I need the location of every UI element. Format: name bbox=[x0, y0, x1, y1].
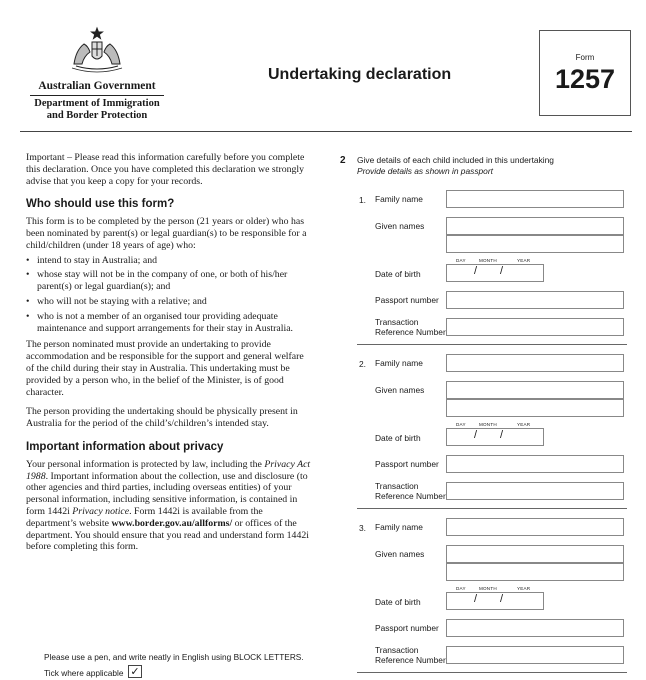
department-name: Department of Immigration and Border Protection bbox=[34, 98, 160, 121]
family-name-label: Family name bbox=[375, 522, 423, 532]
date-slash: / bbox=[500, 265, 504, 277]
family-name-field[interactable] bbox=[446, 518, 624, 536]
forms-link[interactable]: www.border.gov.au/allforms/ bbox=[111, 517, 233, 529]
date-slash: / bbox=[500, 593, 504, 605]
transaction-reference-label: Transaction bbox=[375, 481, 419, 491]
passport-number-label: Passport number bbox=[375, 623, 439, 633]
question-text: Give details of each child included in this undertaking Provide details as shown in passport bbox=[357, 155, 554, 176]
month-label: MONTH bbox=[479, 258, 497, 263]
eligibility-list bbox=[26, 255, 312, 335]
transaction-reference-field[interactable] bbox=[446, 318, 624, 336]
family-name-label: Family name bbox=[375, 194, 423, 204]
instructions-column bbox=[26, 152, 312, 561]
year-label: YEAR bbox=[517, 258, 531, 263]
intro-text: Important – Please read this information carefully before you complete this declaration. Once you have completed this declaration we strongly advise that you keep a copy for your records. bbox=[26, 152, 305, 187]
given-names-label: Given names bbox=[375, 385, 425, 395]
family-name-field[interactable] bbox=[446, 354, 624, 372]
given-names-label: Given names bbox=[375, 549, 425, 559]
child-number: 1. bbox=[359, 195, 366, 205]
privacy-heading: Important information about privacy bbox=[26, 440, 224, 453]
list-item: • intend to stay in Australia; and bbox=[26, 255, 312, 267]
day-label: DAY bbox=[456, 258, 466, 263]
passport-number-field[interactable] bbox=[446, 619, 624, 637]
passport-number-field[interactable] bbox=[446, 455, 624, 473]
coat-of-arms-icon bbox=[62, 24, 132, 74]
list-item: • who is not a member of an organised tour providing adequate maintenance and support arrangements for their stay in Australia. bbox=[26, 311, 312, 335]
given-names-field[interactable] bbox=[446, 381, 624, 399]
given-names-field-line2[interactable] bbox=[446, 563, 624, 581]
form-number-box bbox=[539, 30, 631, 116]
section-separator bbox=[357, 344, 627, 345]
form-label: Form bbox=[575, 53, 595, 62]
tick-label: Tick where applicable bbox=[44, 668, 124, 678]
transaction-reference-field[interactable] bbox=[446, 482, 624, 500]
child-number: 3. bbox=[359, 523, 366, 533]
section-separator bbox=[357, 672, 627, 673]
day-label: DAY bbox=[456, 422, 466, 427]
government-name: Australian Government bbox=[38, 80, 156, 92]
list-item: • who will not be staying with a relative; and bbox=[26, 296, 312, 308]
list-item: • whose stay will not be in the company of one, or both of his/her parent(s) or legal guardian(s); and bbox=[26, 269, 312, 293]
section-separator bbox=[357, 508, 627, 509]
transaction-reference-label: Reference Number bbox=[375, 490, 446, 501]
date-of-birth-label: Date of birth bbox=[375, 269, 421, 279]
nominated-text: The person nominated must provide an undertaking to provide accommodation and be responsible for the support and general welfare of the child during their stay in Australia. This undertaking must be provided by a person who, in the belief of the Minister, is of good character. bbox=[26, 339, 304, 398]
passport-number-field[interactable] bbox=[446, 291, 624, 309]
child-number: 2. bbox=[359, 359, 366, 369]
passport-number-label: Passport number bbox=[375, 459, 439, 469]
date-slash: / bbox=[500, 429, 504, 441]
month-label: MONTH bbox=[479, 422, 497, 427]
date-slash: / bbox=[474, 265, 478, 277]
pen-note: Please use a pen, and write neatly in English using BLOCK LETTERS. bbox=[44, 652, 304, 662]
passport-number-label: Passport number bbox=[375, 295, 439, 305]
who-heading: Who should use this form? bbox=[26, 198, 175, 211]
date-of-birth-field[interactable] bbox=[446, 592, 544, 610]
present-text: The person providing the undertaking should be physically present in Australia for the period of the child’s/children’s intended stay. bbox=[26, 406, 298, 430]
month-label: MONTH bbox=[479, 586, 497, 591]
given-names-field[interactable] bbox=[446, 545, 624, 563]
privacy-text: Your personal information is protected by law, including the Privacy Act 1988. Important information about the collection, use and disclosure (to other agencies and third parties, including overseas entities) of your personal information, including sensitive information, is contained in form 1442i Privacy notice. Form 1442i is available from the department’s website www.border.gov.au/allforms/ or offices of the department. You should ensure that you read and understand form 1442i before completing this form. bbox=[26, 458, 311, 553]
transaction-reference-field[interactable] bbox=[446, 646, 624, 664]
header-rule bbox=[20, 131, 632, 132]
year-label: YEAR bbox=[517, 586, 531, 591]
transaction-reference-label: Reference Number bbox=[375, 326, 446, 337]
family-name-label: Family name bbox=[375, 358, 423, 368]
tick-checkbox[interactable]: ✓ bbox=[128, 665, 142, 678]
given-names-field-line2[interactable] bbox=[446, 399, 624, 417]
form-number: 1257 bbox=[554, 64, 616, 94]
who-text: This form is to be completed by the person (21 years or older) who has been nominated by parent(s) or legal guardian(s) to be responsible for a child/children (under 18 years of age) who: bbox=[26, 216, 307, 251]
year-label: YEAR bbox=[517, 422, 531, 427]
form-title: Undertaking declaration bbox=[268, 66, 452, 83]
date-slash: / bbox=[474, 593, 478, 605]
transaction-reference-label: Transaction bbox=[375, 645, 419, 655]
given-names-label: Given names bbox=[375, 221, 425, 231]
transaction-reference-label: Transaction bbox=[375, 317, 419, 327]
question-number: 2 bbox=[340, 155, 346, 166]
given-names-field[interactable] bbox=[446, 217, 624, 235]
transaction-reference-label: Reference Number bbox=[375, 654, 446, 665]
family-name-field[interactable] bbox=[446, 190, 624, 208]
date-of-birth-field[interactable] bbox=[446, 428, 544, 446]
date-of-birth-label: Date of birth bbox=[375, 597, 421, 607]
date-of-birth-field[interactable] bbox=[446, 264, 544, 282]
date-slash: / bbox=[474, 429, 478, 441]
header-divider bbox=[30, 95, 164, 96]
day-label: DAY bbox=[456, 586, 466, 591]
given-names-field-line2[interactable] bbox=[446, 235, 624, 253]
date-of-birth-label: Date of birth bbox=[375, 433, 421, 443]
question-subtext: Provide details as shown in passport bbox=[357, 166, 493, 176]
